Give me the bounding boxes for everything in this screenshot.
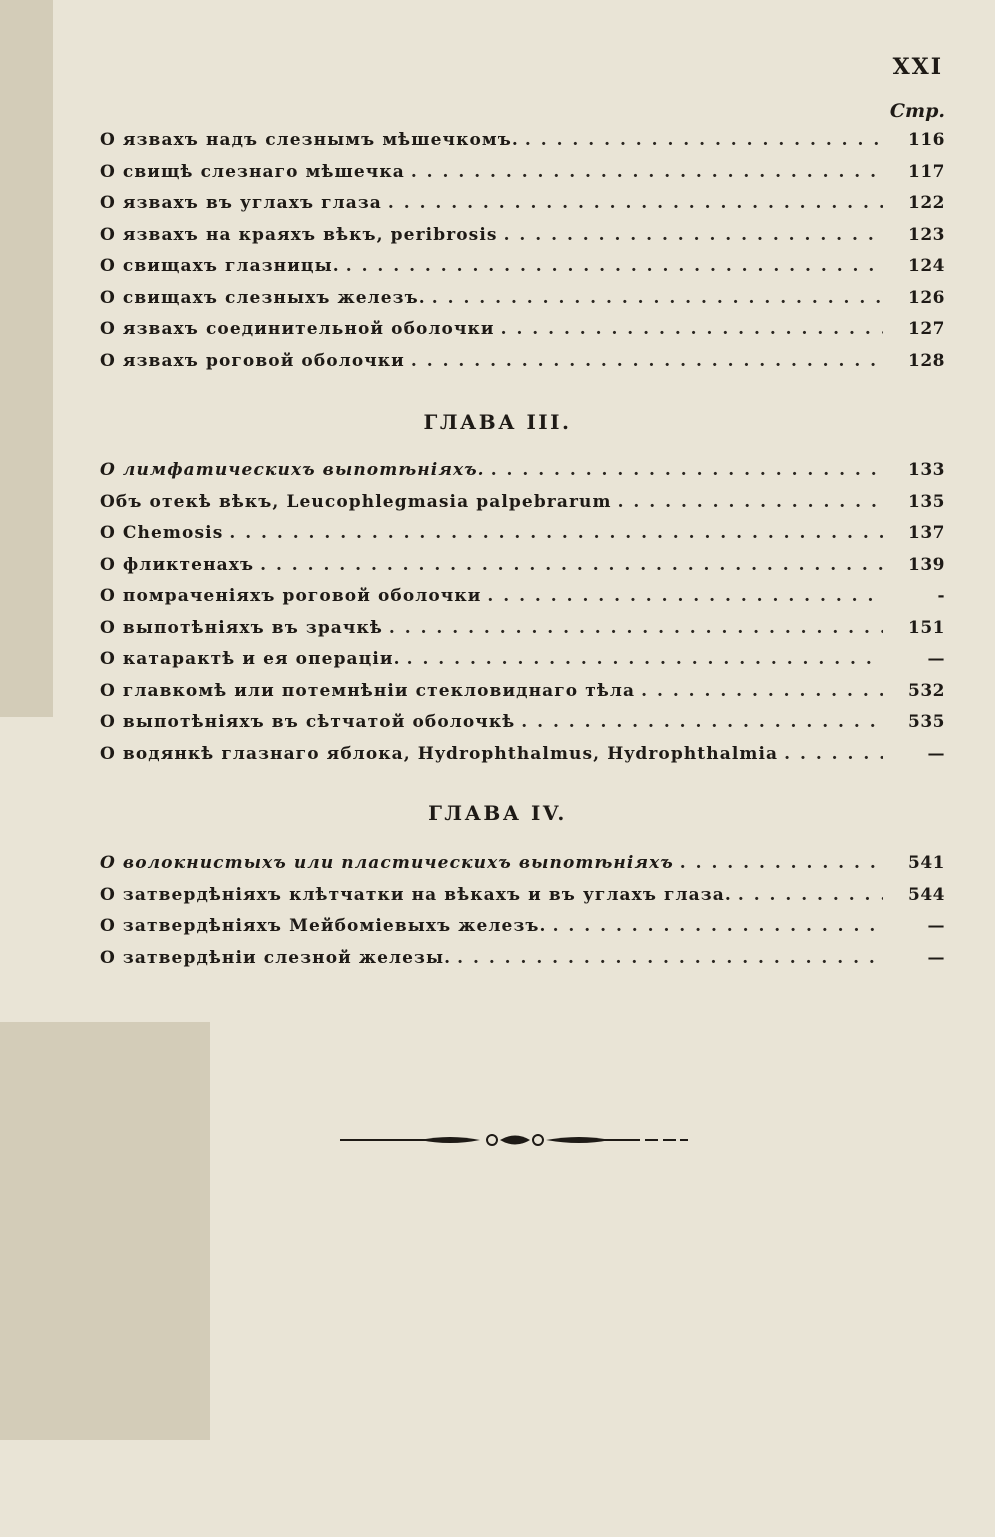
toc-entry: О затвердѣніи слезной железы. . . . — <box>100 948 945 980</box>
toc-entry: О язвахъ на краяхъ вѣкъ, peribrosis . . . 123 <box>100 225 945 257</box>
toc-entry: О свищѣ слезнаго мѣшечка . . . 117 <box>100 162 945 194</box>
toc-entry: О язвахъ соединительной оболочки . . . 127 <box>100 319 945 351</box>
toc-entry: О затвердѣніяхъ клѣтчатки на вѣкахъ и въ углахъ глаза. . . . 544 <box>100 885 945 917</box>
toc-entry: О водянкѣ глазнаго яблока, Hydrophthalmus, Hydrophthalmia . . . — <box>100 744 945 776</box>
page-number: XXI <box>892 54 943 80</box>
toc-chapter-3 <box>100 460 945 775</box>
paper-stain-bottom <box>0 1022 210 1440</box>
toc-entry: Объ отекѣ вѣкъ, Leucophlegmasia palpebrarum . . . 135 <box>100 492 945 524</box>
toc-section-a <box>100 130 945 382</box>
toc-entry: О язвахъ роговой оболочки . . . 128 <box>100 351 945 383</box>
toc-entry: О затвердѣніяхъ Мейбоміевыхъ железъ. . . . — <box>100 916 945 948</box>
toc-entry: О волокнистыхъ или пластическихъ выпотѣніяхъ . . . 541 <box>100 853 945 885</box>
toc-entry: О свищахъ глазницы. . . . 124 <box>100 256 945 288</box>
toc-entry: О язвахъ надъ слезнымъ мѣшечкомъ. . . . 116 <box>100 130 945 162</box>
toc-entry: О помраченіяхъ роговой оболочки . . . - <box>100 586 945 618</box>
toc-entry: О Chemosis . . . 137 <box>100 523 945 555</box>
toc-entry: О свищахъ слезныхъ железъ. . . . 126 <box>100 288 945 320</box>
toc-entry: О катарактѣ и ея операціи. . . . — <box>100 649 945 681</box>
chapter-heading-4: ГЛАВА IV. <box>428 801 567 825</box>
ornament-divider-icon <box>340 1128 690 1152</box>
toc-chapter-4 <box>100 853 945 979</box>
toc-entry: О лимфатическихъ выпотѣніяхъ. . . . 133 <box>100 460 945 492</box>
toc-entry: О главкомѣ или потемнѣніи стекловиднаго тѣла . . . 532 <box>100 681 945 713</box>
toc-entry: О выпотѣніяхъ въ зрачкѣ . . . 151 <box>100 618 945 650</box>
toc-entry: О язвахъ въ углахъ глаза . . . 122 <box>100 193 945 225</box>
toc-entry: О выпотѣніяхъ въ сѣтчатой оболочкѣ . . . 535 <box>100 712 945 744</box>
page-column-label: Стр. <box>889 100 945 122</box>
toc-entry: О фликтенахъ . . . 139 <box>100 555 945 587</box>
paper-stain-left <box>0 0 53 717</box>
chapter-heading-3: ГЛАВА III. <box>423 410 572 434</box>
